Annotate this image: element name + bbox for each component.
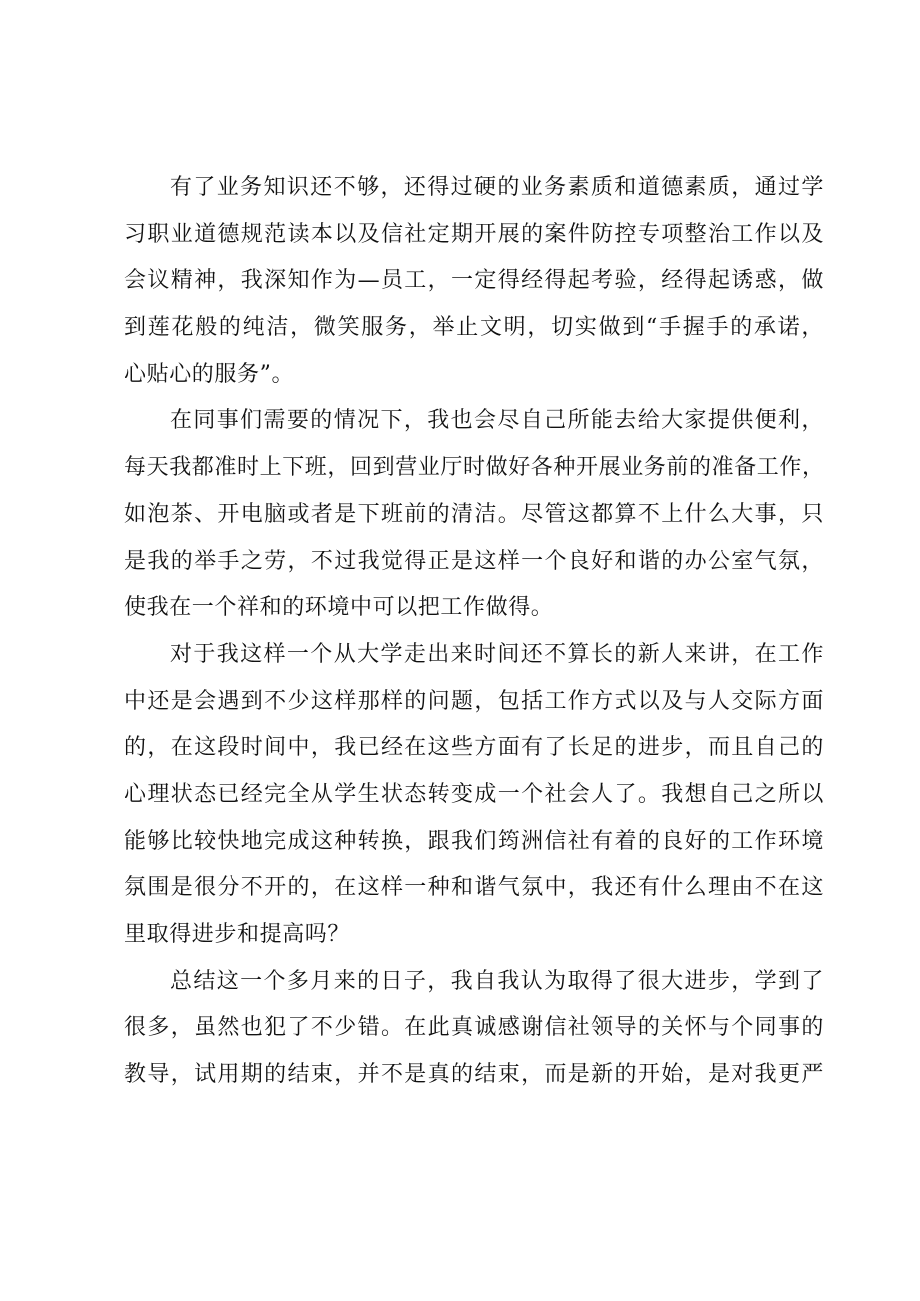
paragraph-3-line-4: 心理状态已经完全从学生状态转变成一个社会人了。我想自己之所以: [124, 781, 824, 807]
paragraph-3-line-1: 对于我这样一个从大学走出来时间还不算长的新人来讲，在工作: [170, 641, 824, 667]
paragraph-1-line-4: 到莲花般的纯洁，微笑服务，举止文明，切实做到“手握手的承诺，: [124, 315, 824, 341]
paragraph-2-line-2: 每天我都准时上下班，回到营业厅时做好各种开展业务前的准备工作，: [124, 455, 825, 481]
paragraph-4-line-1: 总结这一个多月来的日子，我自我认为取得了很大进步，学到了: [170, 968, 824, 994]
paragraph-2-line-5: 使我在一个祥和的环境中可以把工作做得。: [124, 595, 554, 621]
paragraph-4-line-2: 很多，虽然也犯了不少错。在此真诚感谢信社领导的关怀与个同事的: [124, 1015, 824, 1041]
paragraph-1-line-5: 心贴心的服务”。: [124, 361, 295, 387]
paragraph-1-line-3: 会议精神，我深知作为—员工，一定得经得起考验，经得起诱惑，做: [124, 268, 824, 294]
paragraph-1-line-1: 有了业务知识还不够，还得过硬的业务素质和道德素质，通过学: [170, 175, 824, 200]
paragraph-2-line-1: 在同事们需要的情况下，我也会尽自己所能去给大家提供便利，: [170, 408, 824, 434]
paragraph-3-line-2: 中还是会遇到不少这样那样的问题，包括工作方式以及与人交际方面: [124, 688, 824, 714]
paragraph-3-line-7: 里取得进步和提高吗？: [124, 922, 351, 947]
paragraph-3-line-3: 的，在这段时间中，我已经在这些方面有了长足的进步，而且自己的: [124, 735, 824, 761]
paragraph-2-line-3: 如泡茶、开电脑或者是下班前的清洁。尽管这都算不上什么大事，只: [124, 501, 824, 527]
paragraph-1-line-2: 习职业道德规范读本以及信社定期开展的案件防控专项整治工作以及: [124, 221, 824, 247]
paragraph-3-line-6: 氛围是很分不开的，在这样一种和谐气氛中，我还有什么理由不在这: [124, 875, 824, 901]
paragraph-4-line-3: 教导，试用期的结束，并不是真的结束，而是新的开始，是对我更严: [124, 1062, 824, 1088]
paragraph-2-line-4: 是我的举手之劳，不过我觉得正是这样一个良好和谐的办公室气氛，: [124, 548, 824, 574]
document-body: [124, 165, 824, 1099]
paragraph-3-line-5: 能够比较快地完成这种转换，跟我们筠洲信社有着的良好的工作环境: [124, 828, 824, 854]
